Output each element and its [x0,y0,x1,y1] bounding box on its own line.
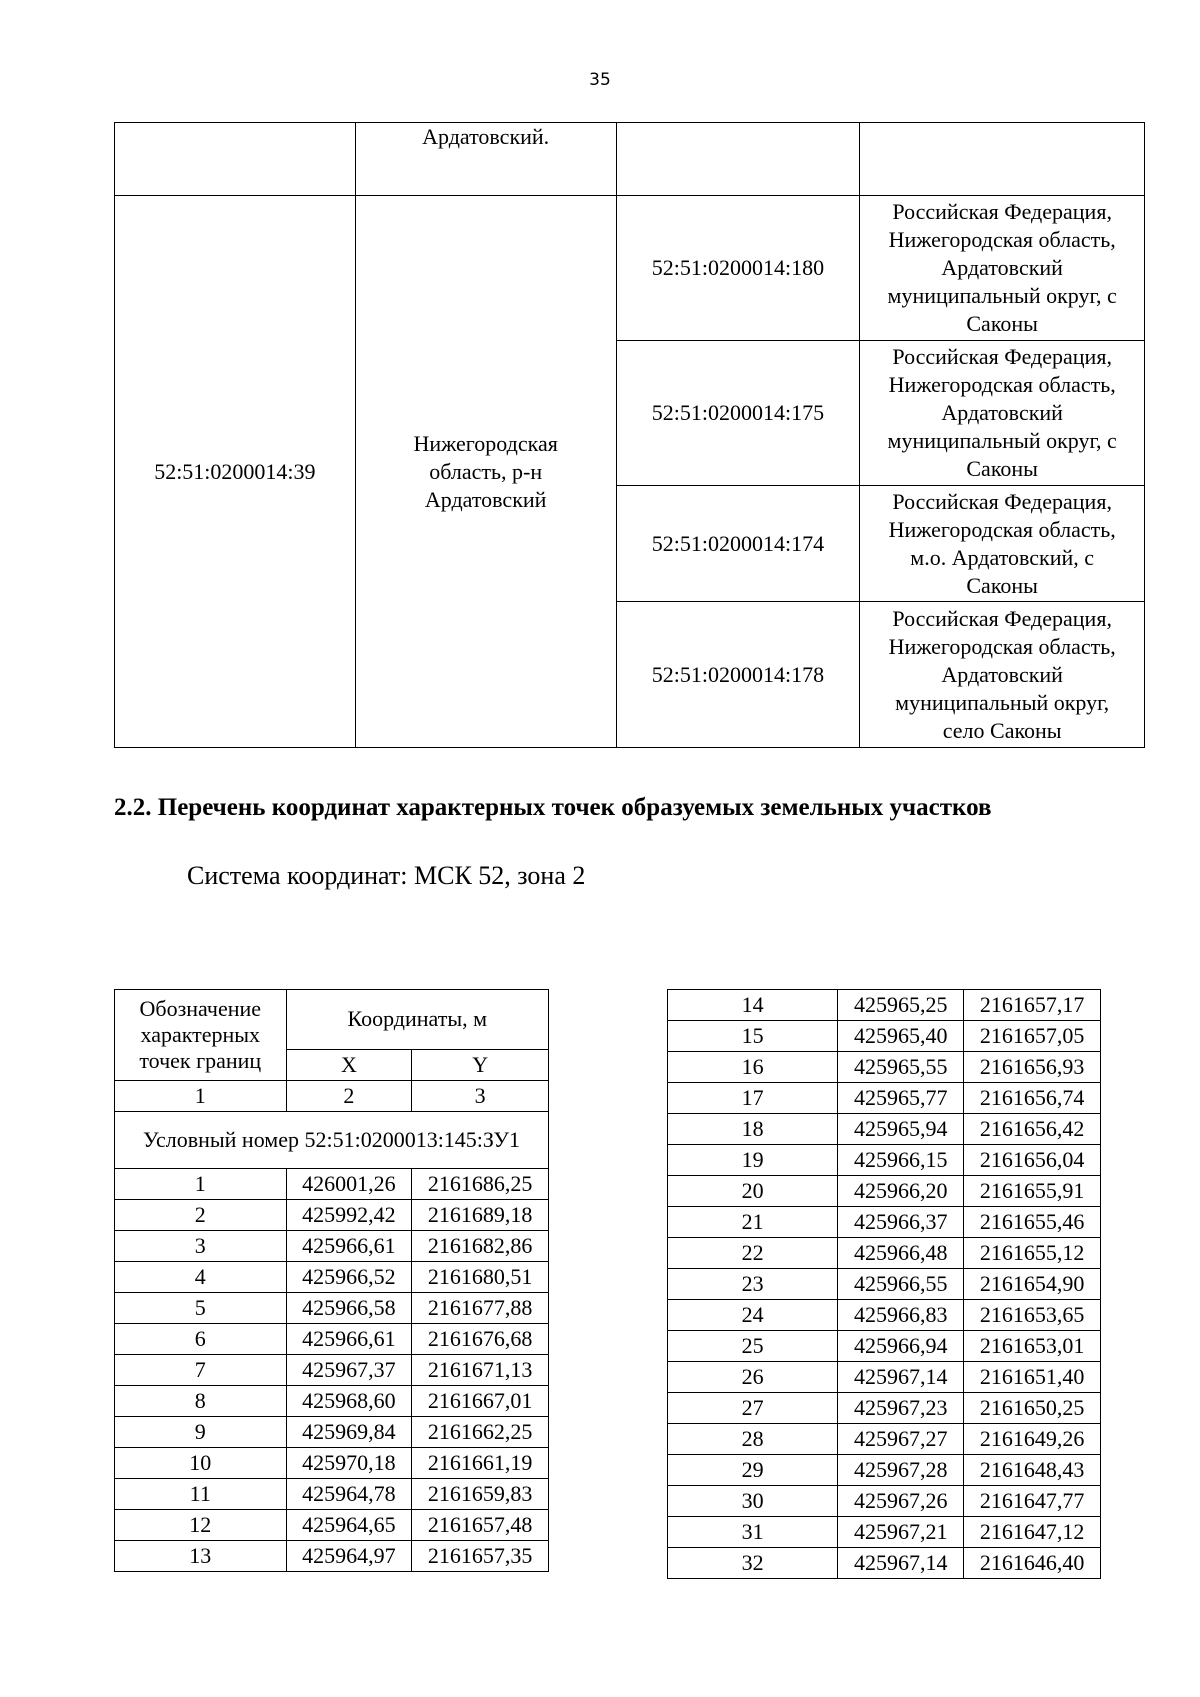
table-row [115,1231,549,1262]
y-coordinate-cell: 2161667,01 [412,1386,549,1417]
table-row [668,1052,1101,1083]
y-coordinate-cell: 2161656,74 [964,1083,1101,1114]
x-coordinate-cell: 425992,42 [286,1200,412,1231]
coords-table-left [114,989,549,1572]
point-number-cell: 2 [115,1200,287,1231]
coords-right-body [668,990,1101,1579]
y-coordinate-cell: 2161677,88 [412,1293,549,1324]
table-row [668,1207,1101,1238]
y-coordinate-cell: 2161656,93 [964,1052,1101,1083]
x-coordinate-cell: 425966,48 [838,1238,964,1269]
cadastral-number-cell: 52:51:0200014:178 [616,602,860,748]
point-number-cell: 7 [115,1355,287,1386]
parcels-empty-cell [616,123,860,196]
y-coordinate-cell: 2161671,13 [412,1355,549,1386]
y-coordinate-cell: 2161659,83 [412,1479,549,1510]
table-row [115,1386,549,1417]
x-coordinate-cell: 425967,21 [838,1517,964,1548]
header-y: Y [412,1049,549,1080]
point-number-cell: 18 [668,1114,838,1145]
table-row [668,1393,1101,1424]
x-coordinate-cell: 425967,27 [838,1424,964,1455]
y-coordinate-cell: 2161662,25 [412,1417,549,1448]
cadastral-number-cell: 52:51:0200014:174 [616,486,860,602]
table-row [115,196,1145,341]
x-coordinate-cell: 425966,58 [286,1293,412,1324]
point-number-cell: 31 [668,1517,838,1548]
x-coordinate-cell: 425969,84 [286,1417,412,1448]
x-coordinate-cell: 425965,40 [838,1021,964,1052]
y-coordinate-cell: 2161686,25 [412,1169,549,1200]
point-number-cell: 29 [668,1455,838,1486]
x-coordinate-cell: 425967,14 [838,1362,964,1393]
col-number-3: 3 [412,1081,549,1112]
conditional-number: Условный номер 52:51:0200013:145:ЗУ1 [115,1112,549,1169]
source-address-cell: Нижегородская область, р-н Ардатовский [355,196,616,748]
table-row [115,1417,549,1448]
table-row [668,1548,1101,1579]
table-row [115,1324,549,1355]
y-coordinate-cell: 2161656,42 [964,1114,1101,1145]
cadastral-number-cell: 52:51:0200014:180 [616,196,860,341]
point-number-cell: 9 [115,1417,287,1448]
table-row [668,1114,1101,1145]
y-coordinate-cell: 2161657,48 [412,1510,549,1541]
point-number-cell: 5 [115,1293,287,1324]
point-number-cell: 27 [668,1393,838,1424]
header-coords: Координаты, м [286,990,548,1050]
y-coordinate-cell: 2161653,01 [964,1331,1101,1362]
x-coordinate-cell: 426001,26 [286,1169,412,1200]
x-coordinate-cell: 425967,14 [838,1548,964,1579]
x-coordinate-cell: 425967,28 [838,1455,964,1486]
point-number-cell: 26 [668,1362,838,1393]
table-row [668,1238,1101,1269]
table-row [115,1200,549,1231]
y-coordinate-cell: 2161648,43 [964,1455,1101,1486]
parcels-table [114,122,1145,748]
point-number-cell: 19 [668,1145,838,1176]
x-coordinate-cell: 425967,37 [286,1355,412,1386]
table-row [115,1293,549,1324]
point-number-cell: 23 [668,1269,838,1300]
y-coordinate-cell: 2161682,86 [412,1231,549,1262]
x-coordinate-cell: 425970,18 [286,1448,412,1479]
table-row [668,1455,1101,1486]
coords-left-body [115,1169,549,1572]
x-coordinate-cell: 425965,94 [838,1114,964,1145]
parcels-continuation-cell: Ардатовский. [355,123,616,196]
col-number-1: 1 [115,1081,287,1112]
x-coordinate-cell: 425964,65 [286,1510,412,1541]
address-cell: Российская Федерация, Нижегородская область, Ардатовский муниципальный округ, с Саконы [860,341,1145,486]
table-row [668,1486,1101,1517]
point-number-cell: 6 [115,1324,287,1355]
parcels-empty-cell [860,123,1145,196]
point-number-cell: 1 [115,1169,287,1200]
table-row [668,1300,1101,1331]
table-row [668,1362,1101,1393]
point-number-cell: 24 [668,1300,838,1331]
point-number-cell: 10 [115,1448,287,1479]
table-row [668,1424,1101,1455]
table-row [668,1145,1101,1176]
point-number-cell: 25 [668,1331,838,1362]
x-coordinate-cell: 425966,61 [286,1324,412,1355]
x-coordinate-cell: 425966,20 [838,1176,964,1207]
coords-table-right [667,989,1101,1579]
point-number-cell: 17 [668,1083,838,1114]
x-coordinate-cell: 425966,37 [838,1207,964,1238]
table-row [115,1479,549,1510]
point-number-cell: 4 [115,1262,287,1293]
address-cell: Российская Федерация, Нижегородская область, м.о. Ардатовский, с Саконы [860,486,1145,602]
table-row [668,1331,1101,1362]
address-cell: Российская Федерация, Нижегородская область, Ардатовский муниципальный округ, село Саконы [860,602,1145,748]
y-coordinate-cell: 2161689,18 [412,1200,549,1231]
x-coordinate-cell: 425967,23 [838,1393,964,1424]
x-coordinate-cell: 425966,61 [286,1231,412,1262]
point-number-cell: 11 [115,1479,287,1510]
table-row [115,1541,549,1572]
address-cell: Российская Федерация, Нижегородская область, Ардатовский муниципальный округ, с Саконы [860,196,1145,341]
y-coordinate-cell: 2161647,77 [964,1486,1101,1517]
x-coordinate-cell: 425967,26 [838,1486,964,1517]
table-row [115,1448,549,1479]
y-coordinate-cell: 2161649,26 [964,1424,1101,1455]
x-coordinate-cell: 425965,77 [838,1083,964,1114]
point-number-cell: 21 [668,1207,838,1238]
x-coordinate-cell: 425966,15 [838,1145,964,1176]
parcels-empty-cell [115,123,356,196]
table-row [115,1510,549,1541]
y-coordinate-cell: 2161646,40 [964,1548,1101,1579]
cadastral-number-cell: 52:51:0200014:175 [616,341,860,486]
table-row [115,1262,549,1293]
y-coordinate-cell: 2161653,65 [964,1300,1101,1331]
table-row [668,1517,1101,1548]
point-number-cell: 30 [668,1486,838,1517]
table-row [668,990,1101,1021]
point-number-cell: 14 [668,990,838,1021]
x-coordinate-cell: 425964,97 [286,1541,412,1572]
point-number-cell: 13 [115,1541,287,1572]
y-coordinate-cell: 2161657,05 [964,1021,1101,1052]
parcels-body [115,196,1145,748]
coordinate-system: Система координат: МСК 52, зона 2 [187,861,586,890]
y-coordinate-cell: 2161661,19 [412,1448,549,1479]
table-row [668,1021,1101,1052]
section-heading: 2.2. Перечень координат характерных точек образуемых земельных участков [114,794,992,821]
header-points: Обозначение характерных точек границ [115,990,287,1081]
y-coordinate-cell: 2161650,25 [964,1393,1101,1424]
point-number-cell: 3 [115,1231,287,1262]
source-parcel-cell: 52:51:0200014:39 [115,196,356,748]
point-number-cell: 32 [668,1548,838,1579]
y-coordinate-cell: 2161680,51 [412,1262,549,1293]
y-coordinate-cell: 2161676,68 [412,1324,549,1355]
header-x: X [286,1049,412,1080]
table-row [115,1355,549,1386]
table-row [668,1269,1101,1300]
y-coordinate-cell: 2161655,12 [964,1238,1101,1269]
table-row [668,1176,1101,1207]
point-number-cell: 8 [115,1386,287,1417]
y-coordinate-cell: 2161655,46 [964,1207,1101,1238]
y-coordinate-cell: 2161654,90 [964,1269,1101,1300]
point-number-cell: 15 [668,1021,838,1052]
table-row [668,1083,1101,1114]
point-number-cell: 12 [115,1510,287,1541]
x-coordinate-cell: 425966,94 [838,1331,964,1362]
col-number-2: 2 [286,1081,412,1112]
x-coordinate-cell: 425966,52 [286,1262,412,1293]
y-coordinate-cell: 2161657,35 [412,1541,549,1572]
y-coordinate-cell: 2161657,17 [964,990,1101,1021]
x-coordinate-cell: 425966,55 [838,1269,964,1300]
y-coordinate-cell: 2161651,40 [964,1362,1101,1393]
x-coordinate-cell: 425965,55 [838,1052,964,1083]
page-number: 35 [589,70,611,90]
y-coordinate-cell: 2161655,91 [964,1176,1101,1207]
point-number-cell: 22 [668,1238,838,1269]
x-coordinate-cell: 425966,83 [838,1300,964,1331]
point-number-cell: 28 [668,1424,838,1455]
point-number-cell: 20 [668,1176,838,1207]
x-coordinate-cell: 425968,60 [286,1386,412,1417]
table-row [115,1169,549,1200]
point-number-cell: 16 [668,1052,838,1083]
x-coordinate-cell: 425964,78 [286,1479,412,1510]
y-coordinate-cell: 2161647,12 [964,1517,1101,1548]
y-coordinate-cell: 2161656,04 [964,1145,1101,1176]
x-coordinate-cell: 425965,25 [838,990,964,1021]
